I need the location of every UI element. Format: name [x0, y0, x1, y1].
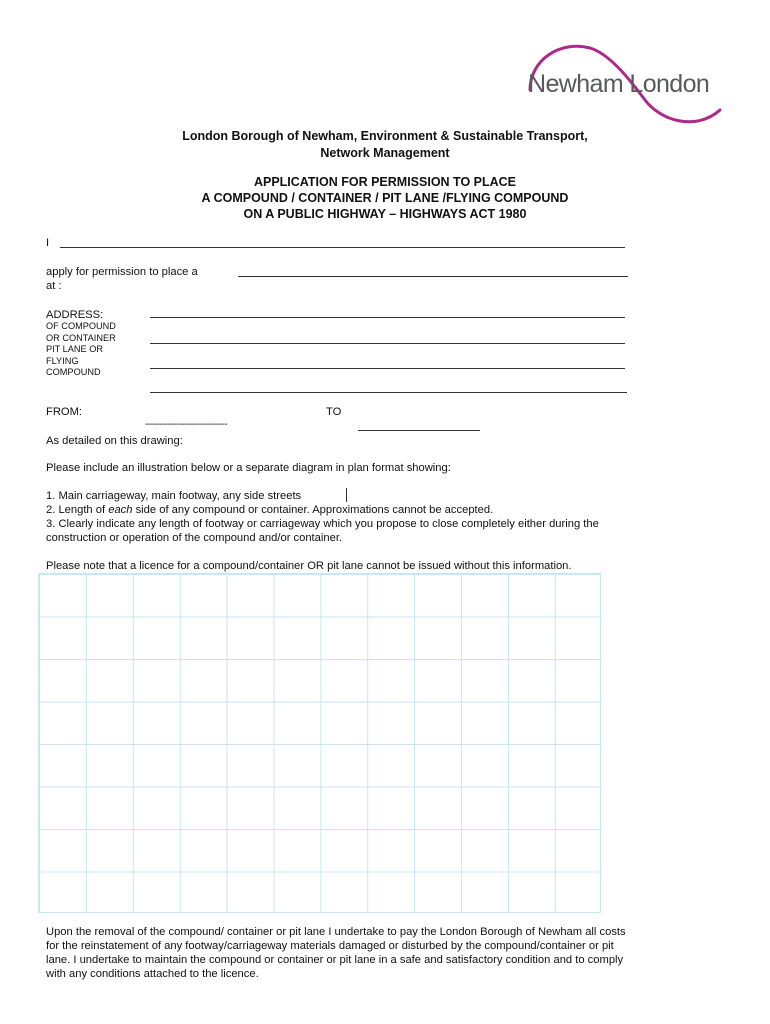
- address-sub-2: OR CONTAINER: [46, 332, 116, 343]
- instruction-item-2-em: each: [108, 504, 133, 516]
- instruction-item-2-pre: 2. Length of: [46, 504, 109, 516]
- instruction-item-3-line-2: construction or operation of the compound and/or container.: [46, 532, 343, 544]
- address-field-line-4[interactable]: [150, 392, 627, 393]
- apply-label-2: at :: [46, 280, 62, 292]
- address-sub-3: PIT LANE OR: [46, 344, 104, 354]
- apply-label-1: apply for permission to place a: [46, 266, 198, 278]
- to-label: TO: [326, 406, 342, 418]
- undertaking-line-1: Upon the removal of the compound/ container or pit lane I undertake to pay the London Borough of Newham all costs: [46, 926, 626, 938]
- applicant-name-field[interactable]: [60, 247, 625, 248]
- licence-note: Please note that a licence for a compound/container OR pit lane cannot be issued without this information.: [46, 560, 572, 572]
- title-line-1: APPLICATION FOR PERMISSION TO PLACE: [253, 175, 517, 189]
- drawing-grid-area[interactable]: [38, 573, 601, 913]
- instructions-intro: Please include an illustration below or a separate diagram in plan format showing:: [46, 462, 451, 474]
- from-label: FROM:: [46, 406, 83, 418]
- undertaking-line-3: lane. I undertake to maintain the compound or container or pit lane in a safe and satisfactory condition and to comply: [46, 954, 624, 966]
- header-line-2: Network Management: [320, 146, 450, 160]
- instruction-item-3-line-1: 3. Clearly indicate any length of footway or carriageway which you propose to close completely either during the: [46, 518, 599, 530]
- from-field[interactable]: -----------------------------: [145, 419, 228, 430]
- address-field-line-1[interactable]: [150, 317, 625, 318]
- title-line-3: ON A PUBLIC HIGHWAY – HIGHWAYS ACT 1980: [243, 207, 527, 221]
- title-line-2: A COMPOUND / CONTAINER / PIT LANE /FLYING COMPOUND: [201, 191, 569, 205]
- instruction-item-2: [46, 503, 493, 517]
- header-line-1: London Borough of Newham, Environment & Sustainable Transport,: [182, 129, 588, 143]
- address-sub-5: COMPOUND: [46, 367, 101, 377]
- newham-logo-text: Newham London: [528, 70, 710, 98]
- instruction-item-1: 1. Main carriageway, main footway, any side streets: [46, 490, 302, 502]
- undertaking-line-2: for the reinstatement of any footway/carriageway materials damaged or disturbed by the compound/container or pit: [46, 940, 614, 952]
- instruction-item-2-post: side of any compound or container. Approximations cannot be accepted.: [132, 504, 494, 516]
- text-cursor: [346, 488, 347, 502]
- to-field[interactable]: [358, 430, 480, 431]
- item-type-field[interactable]: [238, 276, 628, 277]
- address-field-line-2[interactable]: [150, 343, 625, 344]
- undertaking-line-4: with any conditions attached to the licence.: [46, 968, 259, 980]
- address-sub-4: FLYING: [46, 355, 79, 366]
- address-sub-1: OF COMPOUND: [46, 321, 116, 331]
- address-field-line-3[interactable]: [150, 368, 625, 369]
- drawing-label: As detailed on this drawing:: [46, 435, 183, 447]
- address-label: ADDRESS:: [46, 309, 104, 321]
- applicant-label: I: [46, 237, 50, 249]
